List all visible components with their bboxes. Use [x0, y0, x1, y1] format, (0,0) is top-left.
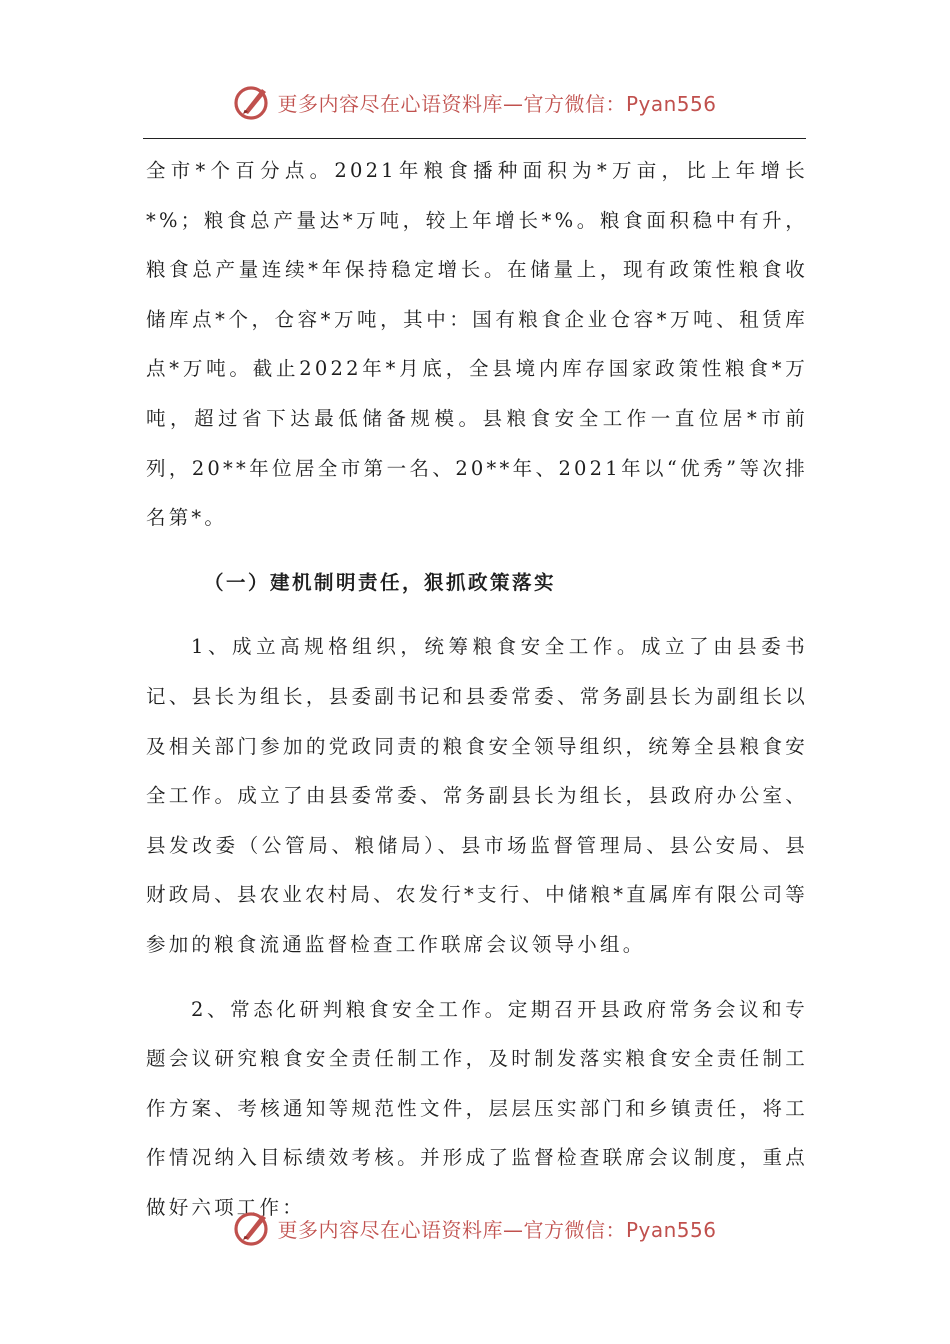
- paragraph-intro: 全市*个百分点。2021年粮食播种面积为*万亩，比上年增长*%；粮食总产量达*万吨，较上年增长*%。粮食面积稳中有升，粮食总产量连续*年保持稳定增长。在储量上，现有政策性粮食收储库点*个，仓容*万吨，其中：国有粮食企业仓容*万吨、租赁库点*万吨。截止2022年*月底，全县境内库存国家政策性粮食*万吨，超过省下达最低储备规模。县粮食安全工作一直位居*市前列，20**年位居全市第一名、20**年、2021年以“优秀”等次排名第*。: [146, 159, 808, 530]
- header-watermark: [0, 80, 950, 124]
- pen-nib-icon: [233, 1209, 273, 1247]
- document-body: [146, 146, 808, 1232]
- watermark-text: 更多内容尽在心语资料库—官方微信：Pyan556: [277, 1217, 717, 1242]
- section-heading: （一）建机制明责任，狠抓政策落实: [204, 570, 557, 594]
- watermark-text: 更多内容尽在心语资料库—官方微信：Pyan556: [277, 91, 717, 116]
- pen-nib-icon: [233, 83, 273, 121]
- paragraph-1: 1、成立高规格组织，统筹粮食安全工作。成立了由县委书记、县长为组长，县委副书记和县委常委、常务副县长为副组长以及相关部门参加的党政同责的粮食安全领导组织，统筹全县粮食安全工作。成立了由县委常委、常务副县长为组长，县政府办公室、县发改委（公管局、粮储局）、县市场监督管理局、县公安局、县财政局、县农业农村局、农发行*支行、中储粮*直属库有限公司等参加的粮食流通监督检查工作联席会议领导小组。: [146, 635, 808, 956]
- paragraph-2: 2、常态化研判粮食安全工作。定期召开县政府常务会议和专题会议研究粮食安全责任制工作，及时制发落实粮食安全责任制工作方案、考核通知等规范性文件，层层压实部门和乡镇责任，将工作情况纳入目标绩效考核。并形成了监督检查联席会议制度，重点做好六项工作：: [146, 997, 808, 1219]
- footer-watermark: [0, 1206, 950, 1250]
- header-divider: [143, 138, 806, 139]
